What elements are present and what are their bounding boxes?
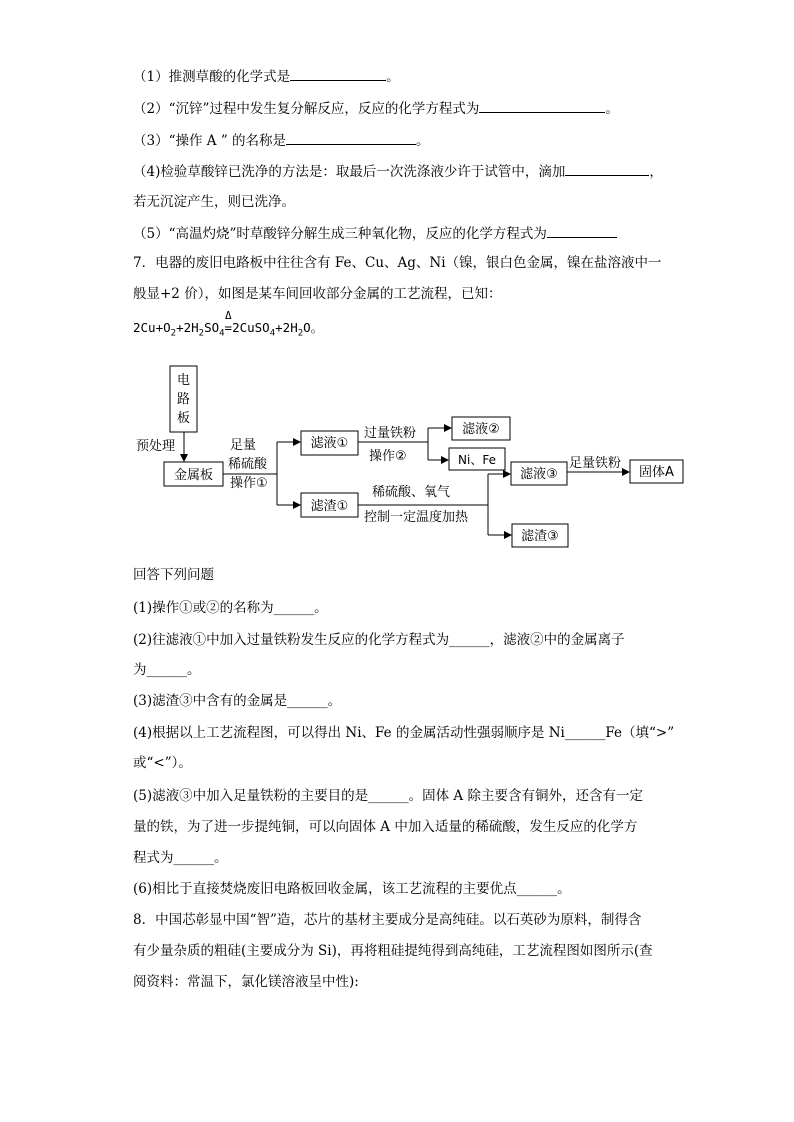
reagent2-line1: 过量铁粉 (364, 426, 417, 441)
q7-part5-text: (5)滤液③中加入足量铁粉的主要目的是 (133, 788, 369, 804)
solidA-label: 固体A (639, 465, 674, 480)
q6-sub1-text: （1）推测草酸的化学式是 (133, 69, 291, 85)
eq-part: +2H (176, 320, 199, 335)
q6-sub2-end: 。 (605, 101, 619, 117)
q7-part3-end: 。 (327, 693, 342, 709)
q8-line3: 阅资料：常温下，氯化镁溶液呈中性): (133, 974, 359, 990)
eq-part: SO (204, 320, 220, 335)
q7-part2-text: (2)往滤液①中加入过量铁粉发生反应的化学方程式为 (133, 632, 450, 648)
filtrate2-label: 滤液② (462, 422, 500, 437)
eq-part: +2H (275, 320, 298, 335)
reagent1-line1: 足量 (230, 438, 257, 453)
q7-part6-end: 。 (557, 881, 571, 897)
q7-intro-line1: 7．电器的废旧电路板中往往含有 Fe、Cu、Ag、Ni（镍，银白色金属，镍在盐溶液中一 (133, 255, 662, 271)
filtrate3-label: 滤液③ (520, 467, 558, 482)
residue1-label: 滤渣① (310, 499, 349, 514)
pretreat-label: 预处理 (136, 439, 176, 454)
q8-line2: 有少量杂质的粗硅(主要成分为 Si)，再将粗硅提纯得到高纯硅，工艺流程图如图所示(查 (133, 943, 653, 959)
q7-part5 (133, 786, 643, 806)
q7-part3-text: (3)滤渣③中含有的金属是 (133, 693, 288, 709)
board-char: 路 (176, 392, 191, 407)
q7-part4-text: (4)根据以上工艺流程图，可以得出 Ni、Fe 的金属活动性强弱顺序是 Ni (133, 725, 565, 741)
q7-part2-blank[interactable]: ______ (449, 632, 490, 648)
q7-part5-line3-text: 程式为 (133, 850, 174, 866)
q7-part2-blank2[interactable]: ______ (146, 662, 187, 678)
reagent2-line2: 操作② (369, 449, 407, 464)
eq-sub: 2 (198, 328, 205, 339)
eq-part: O。 (303, 320, 324, 335)
q7-part4-end: Fe（填“>” (605, 725, 675, 741)
q7-part1-blank[interactable]: ______ (273, 600, 315, 616)
q6-sub4-end: ， (649, 164, 663, 180)
eq-part: 2Cu+O (133, 320, 171, 335)
answer-heading: 回答下列问题 (133, 567, 214, 583)
reagent3-line1: 稀硫酸、氧气 (372, 485, 451, 500)
q7-part1 (133, 598, 328, 618)
q7-part6-text: (6)相比于直接焚烧废旧电路板回收金属，该工艺流程的主要优点 (133, 881, 517, 897)
q7-part3 (133, 691, 341, 711)
q7-part2-line2-end: 。 (187, 662, 201, 678)
q7-part6-blank[interactable]: ______ (516, 881, 558, 897)
reagent3-line2: 控制一定温度加热 (364, 510, 469, 525)
q7-part3-blank[interactable]: ______ (287, 693, 328, 709)
q6-sub3-end: 。 (416, 133, 430, 149)
q7-part4 (133, 723, 674, 743)
q7-intro-line2: 般显+2 价），如图是某车间回收部分金属的工艺流程，已知： (133, 286, 502, 302)
q6-sub1-end: 。 (386, 69, 400, 85)
q7-part1-text: (1)操作①或②的名称为 (133, 600, 274, 616)
q7-part5-line3 (133, 848, 228, 868)
eq-sub: 4 (269, 328, 276, 339)
q6-sub5-text: （5）“高温灼烧”时草酸锌分解生成三种氧化物，反应的化学方程式为 (133, 226, 547, 242)
q7-part6 (133, 879, 571, 899)
q6-sub4-cont: 若无沉淀产生，则已洗净。 (133, 194, 295, 210)
q7-part5-blank[interactable]: ______ (368, 788, 409, 804)
q7-part5-text-cont: 。固体 A 除主要含有铜外，还含有一定 (408, 788, 643, 804)
equals-sign: = (224, 320, 233, 335)
q7-part2-line2 (133, 660, 201, 680)
eq-part: 2CuSO (232, 320, 270, 335)
q7-part5-blank2[interactable]: ______ (173, 850, 214, 866)
eq-sub: 4 (219, 328, 225, 339)
q6-sub4-text: （4)检验草酸锌已洗净的方法是：取最后一次洗涤液少许于试管中，滴加 (133, 164, 566, 180)
filtrate1-label: 滤液① (310, 436, 349, 451)
q7-part2 (133, 630, 625, 650)
board-char: 电 (176, 373, 191, 388)
q7-part5-line2: 量的铁，为了进一步提纯铜，可以向固体 A 中加入适量的稀硫酸，发生反应的化学方 (133, 819, 638, 835)
metal-plate-label: 金属板 (173, 468, 214, 483)
q7-part2-line2-text: 为 (133, 662, 147, 678)
q7-part5-line3-end: 。 (214, 850, 228, 866)
q6-sub3-text: （3）“操作 A ” 的名称是 (133, 133, 287, 149)
reagent1-line3: 操作① (230, 476, 268, 491)
heat-symbol: Δ (225, 309, 232, 322)
q7-part4-blank[interactable]: ______ (564, 725, 606, 741)
q7-part2-text-cont: ，滤液②中的金属离子 (489, 632, 625, 648)
board-char: 板 (176, 411, 191, 426)
q7-part4-line2: 或“<”）。 (133, 755, 192, 771)
eq-sub: 2 (170, 328, 177, 339)
q7-part1-end: 。 (314, 600, 328, 616)
q6-sub2-text: （2）“沉锌”过程中发生复分解反应，反应的化学方程式为 (133, 101, 480, 117)
reagent1-line2: 稀硫酸 (228, 457, 268, 472)
eq-sub: 2 (297, 328, 304, 339)
reagent4-label: 足量铁粉 (569, 456, 622, 471)
q8-line1: 8．中国芯彰显中国“智”造，芯片的基材主要成分是高纯硅。以石英砂为原料，制得含 (133, 912, 642, 928)
residue3-label: 滤渣③ (521, 529, 559, 544)
nife-label: Ni、Fe (458, 453, 496, 467)
